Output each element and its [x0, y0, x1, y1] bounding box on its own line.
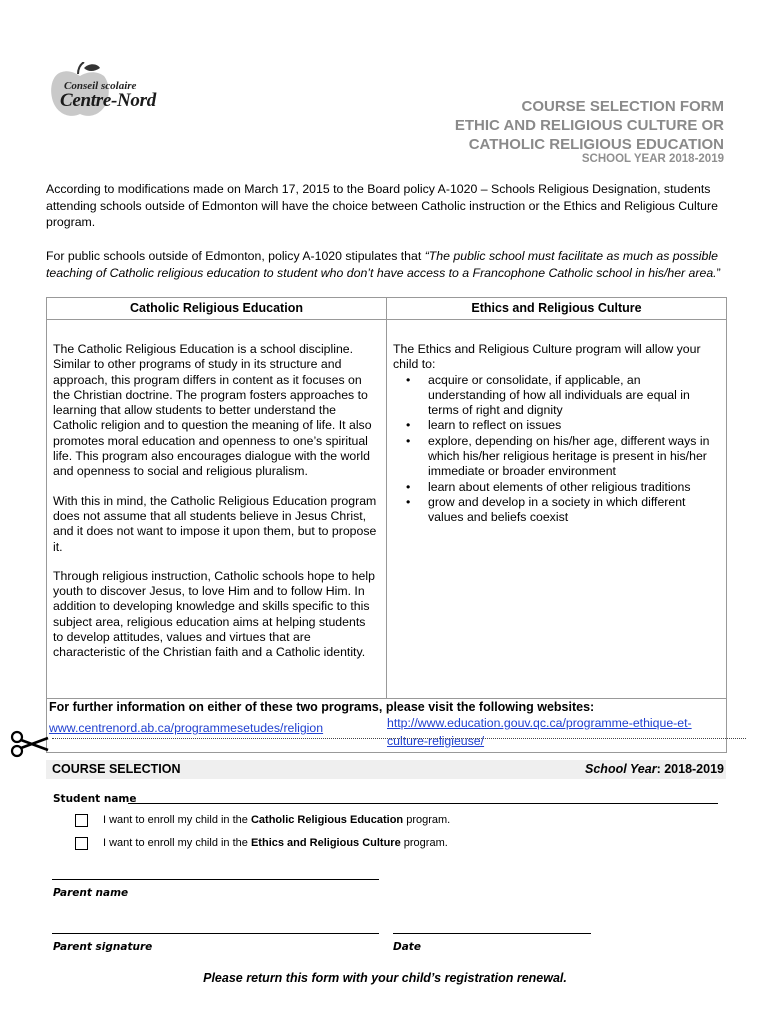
parent-signature-label: Parent signature	[53, 941, 153, 953]
return-instructions: Please return this form with your child’s registration renewal.	[203, 971, 567, 985]
catholic-checkbox[interactable]	[75, 814, 88, 827]
list-item: • learn about elements of other religious traditions	[428, 480, 720, 495]
year-label: School Year	[585, 762, 657, 776]
ethics-program-link[interactable]: http://www.education.gouv.qc.ca/programme-ethique-et-culture-religieuse/	[387, 716, 692, 748]
ethics-intro: The Ethics and Religious Culture program will allow your child to:	[393, 342, 701, 372]
parent-signature-field[interactable]	[52, 933, 379, 934]
date-field[interactable]	[393, 933, 591, 934]
links-heading: For further information on either of these two programs, please visit the following websites:	[49, 700, 595, 714]
program-comparison-table	[46, 297, 727, 753]
links-cells	[47, 714, 726, 752]
school-year-heading: SCHOOL YEAR 2018-2019	[581, 153, 724, 165]
scissors-icon	[8, 730, 50, 758]
table-links-row	[47, 698, 726, 752]
list-item: • acquire or consolidate, if applicable, an understanding of how all individuals are equal in terms of right and dignity	[428, 373, 720, 419]
cut-line	[52, 738, 746, 739]
policy-text: For public schools outside of Edmonton, policy A-1020 stipulates that	[46, 249, 425, 263]
logo-text-line2: Centre-Nord	[60, 90, 156, 111]
student-name-label: Student name	[53, 793, 137, 805]
option-text: I want to enroll my child in the	[103, 814, 251, 826]
list-item: • learn to reflect on issues	[428, 418, 720, 433]
ethics-column-header: Ethics and Religious Culture	[387, 298, 726, 320]
option-text: I want to enroll my child in the	[103, 837, 251, 849]
form-title	[455, 97, 724, 154]
course-selection-year	[585, 762, 724, 776]
catholic-paragraph: Through religious instruction, Catholic schools hope to help youth to discover Jesus, to love Him and to follow Him. In addition to developing knowledge and skills specific to this subject area, religious education aims at helping students to develop attitudes, values and virtues that are characteristic of the Christian faith and a Catholic identity.	[53, 568, 375, 660]
date-label: Date	[393, 941, 421, 953]
option-text: program.	[400, 837, 448, 849]
table-body-row	[47, 320, 726, 698]
catholic-column-header: Catholic Religious Education	[47, 298, 387, 320]
year-value: : 2018-2019	[656, 762, 724, 776]
ethics-link-cell	[387, 714, 726, 752]
ethics-option-label	[103, 837, 448, 849]
option-program: Catholic Religious Education	[250, 814, 404, 826]
catholic-paragraph: With this in mind, the Catholic Religious Education program does not assume that all students believe in Jesus Christ, and it does not want to impose it upon them, but to propose it.	[53, 493, 377, 554]
catholic-option-label	[103, 814, 450, 826]
policy-quote: “The public school must facilitate as much as possible teaching of Catholic religious education to student who don’t have access to a Francophone Catholic school in his/her area.	[46, 249, 718, 280]
policy-quote-end: ”	[716, 265, 721, 280]
list-item: • explore, depending on his/her age, different ways in which his/her religious heritage is present in his/her immediate or broader environment	[428, 434, 720, 480]
catholic-program-link[interactable]: www.centrenord.ab.ca/programmesetudes/religion	[49, 721, 324, 735]
course-selection-title: COURSE SELECTION	[52, 762, 181, 776]
ethics-checkbox[interactable]	[75, 837, 88, 850]
policy-paragraph	[46, 248, 726, 281]
logo-text-line1: Conseil scolaire	[64, 80, 137, 92]
parent-name-label: Parent name	[53, 887, 129, 899]
table-header-row	[47, 298, 726, 320]
list-item: • grow and develop in a society in which different values and beliefs coexist	[428, 495, 720, 526]
form-title-line1: COURSE SELECTION FORM	[521, 98, 724, 115]
form-title-line2: ETHIC AND RELIGIOUS CULTURE OR	[454, 117, 724, 134]
catholic-description-cell	[47, 320, 387, 698]
intro-paragraph: According to modifications made on March 17, 2015 to the Board policy A-1020 – Schools Religious Designation, students attending schools outside of Edmonton will have the choice between Catholic instruction or the Ethics and Religious Culture program.	[46, 182, 718, 229]
option-text: program.	[403, 814, 451, 826]
form-title-line3: CATHOLIC RELIGIOUS EDUCATION	[468, 136, 724, 153]
school-board-logo	[48, 62, 158, 122]
catholic-link-cell	[47, 714, 387, 752]
parent-name-field[interactable]	[52, 879, 379, 880]
ethics-bullet-list	[393, 373, 720, 526]
option-program: Ethics and Religious Culture	[250, 837, 401, 849]
catholic-paragraph: The Catholic Religious Education is a school discipline. Similar to other programs of study in its structure and approach, this program differs in content as it focuses on the Christian doctrine. The program fosters approaches to learning that allow students to better understand the Catholic religion and to question the meaning of life. It also promotes moral education and openness to one’s spiritual life. This program also encourages dialogue with the world and openness to social and religious pluralism.	[53, 342, 372, 479]
student-name-field[interactable]	[128, 803, 718, 804]
ethics-description-cell	[387, 320, 726, 698]
